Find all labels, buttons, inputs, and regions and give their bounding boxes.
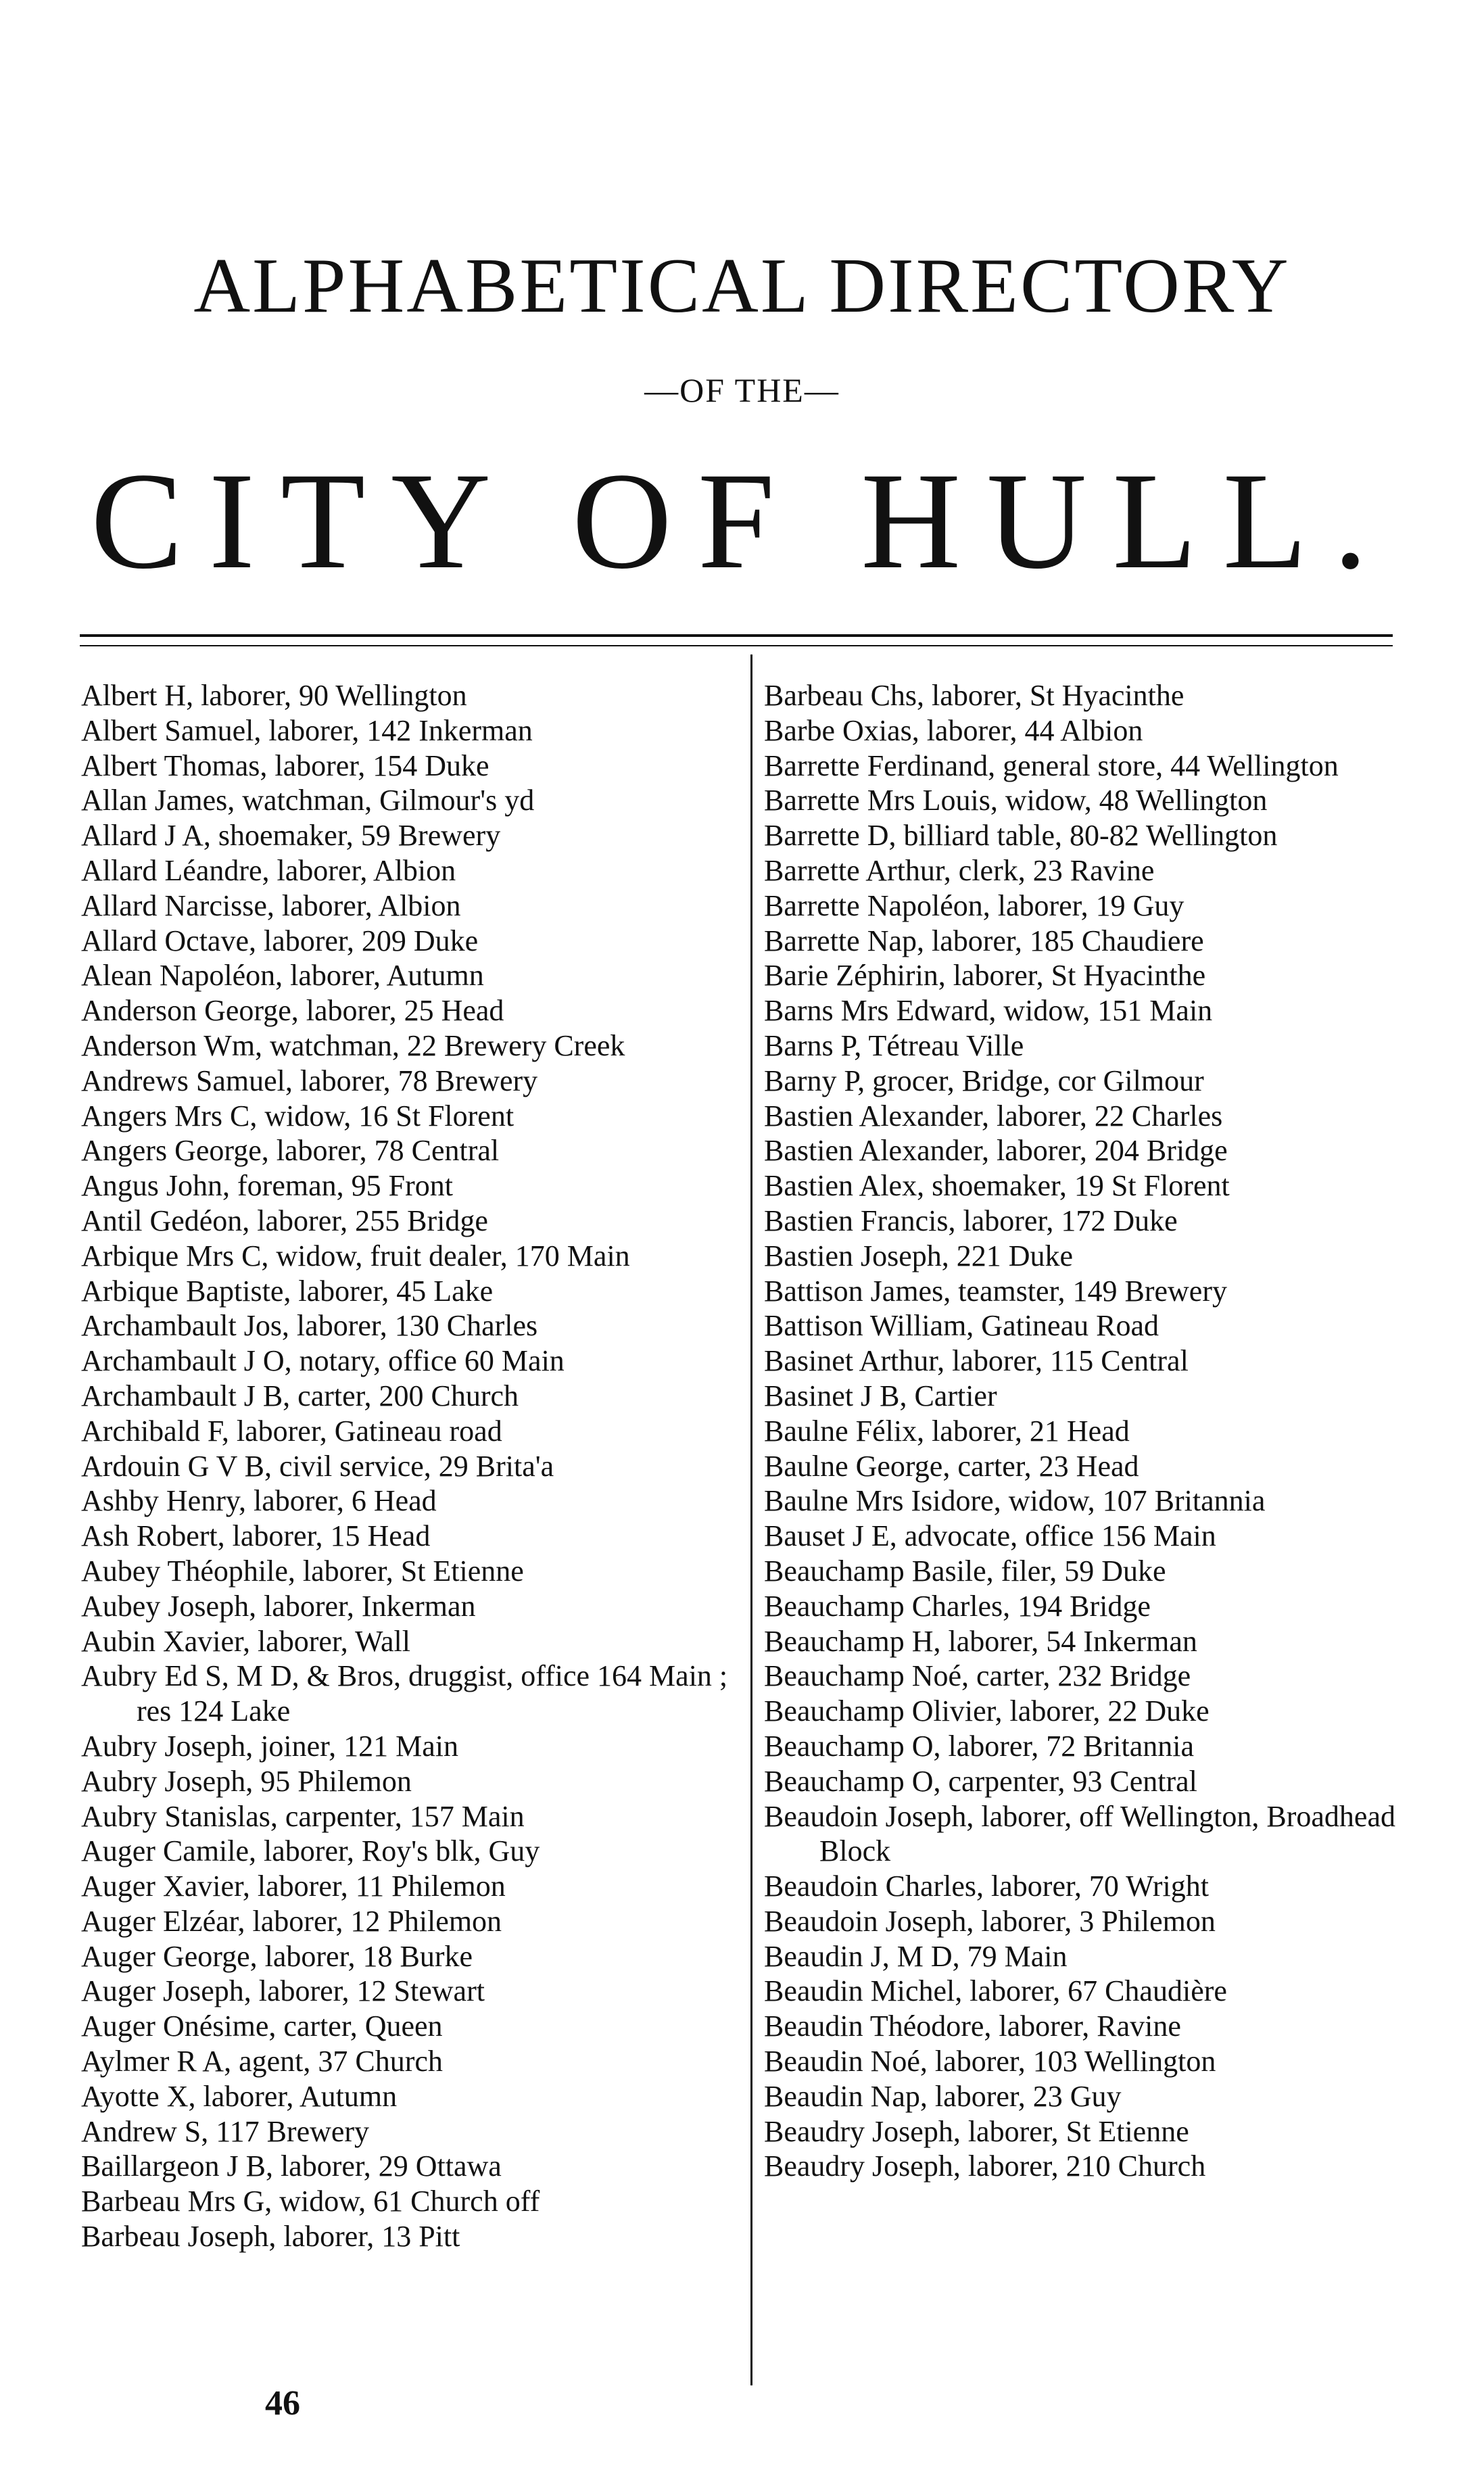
directory-entry: Barrette D, billiard table, 80-82 Wellington xyxy=(764,819,1278,853)
directory-entry: Beauchamp O, laborer, 72 Britannia xyxy=(764,1729,1195,1763)
directory-entry: Arbique Mrs C, widow, fruit dealer, 170 Main xyxy=(81,1239,630,1272)
directory-entry: Archibald F, laborer, Gatineau road xyxy=(81,1414,502,1448)
directory-entry: Basinet Arthur, laborer, 115 Central xyxy=(764,1344,1189,1378)
directory-entry: Beaudry Joseph, laborer, 210 Church xyxy=(764,2149,1206,2183)
directory-entry: Anderson Wm, watchman, 22 Brewery Creek xyxy=(81,1028,625,1062)
directory-entry: Aylmer R A, agent, 37 Church xyxy=(81,2045,443,2078)
directory-entry: Barns Mrs Edward, widow, 151 Main xyxy=(764,994,1213,1028)
directory-entry: Beauchamp Basile, filer, 59 Duke xyxy=(764,1554,1166,1588)
directory-entry: Ayotte X, laborer, Autumn xyxy=(81,2079,398,2113)
directory-entry: Bastien Joseph, 221 Duke xyxy=(764,1239,1074,1272)
directory-entry: Barie Zéphirin, laborer, St Hyacinthe xyxy=(764,959,1206,993)
directory-entry: Auger Joseph, laborer, 12 Stewart xyxy=(81,1974,485,2008)
directory-entry: Archambault J B, carter, 200 Church xyxy=(81,1379,519,1412)
directory-entry: Beauchamp O, carpenter, 93 Central xyxy=(764,1764,1197,1798)
directory-entry: Barrette Nap, laborer, 185 Chaudiere xyxy=(764,924,1204,957)
directory-entry: Basinet J B, Cartier xyxy=(764,1379,997,1412)
directory-title: ALPHABETICAL DIRECTORY xyxy=(193,243,1291,329)
directory-entry: Barrette Arthur, clerk, 23 Ravine xyxy=(764,853,1155,887)
directory-entry: Barbeau Chs, laborer, St Hyacinthe xyxy=(764,679,1184,712)
column-divider xyxy=(750,654,752,2385)
directory-column-left xyxy=(81,678,730,2254)
directory-entry: Angers George, laborer, 78 Central xyxy=(81,1134,500,1168)
directory-entry: Barbeau Mrs G, widow, 61 Church off xyxy=(81,2185,540,2218)
directory-entry: Aubry Joseph, joiner, 121 Main xyxy=(81,1729,458,1763)
directory-entry: Beauchamp Noé, carter, 232 Bridge xyxy=(764,1659,1191,1693)
directory-entry: Allard J A, shoemaker, 59 Brewery xyxy=(81,819,501,853)
directory-entry: Bastien Alexander, laborer, 204 Bridge xyxy=(764,1134,1228,1168)
directory-entry: Bastien Francis, laborer, 172 Duke xyxy=(764,1204,1178,1237)
directory-entry: Alean Napoléon, laborer, Autumn xyxy=(81,959,484,993)
directory-entry: Bastien Alex, shoemaker, 19 St Florent xyxy=(764,1169,1230,1203)
directory-entry: Beaudry Joseph, laborer, St Etienne xyxy=(764,2114,1189,2148)
directory-entry: Beauchamp Charles, 194 Bridge xyxy=(764,1589,1151,1623)
directory-entry: Auger Camile, laborer, Roy's blk, Guy xyxy=(81,1834,540,1868)
directory-entry: Baulne Mrs Isidore, widow, 107 Britannia xyxy=(764,1484,1266,1518)
directory-entry: Aubry Stanislas, carpenter, 157 Main xyxy=(81,1799,525,1833)
directory-entry: Baillargeon J B, laborer, 29 Ottawa xyxy=(81,2149,502,2183)
directory-entry: Baulne George, carter, 23 Head xyxy=(764,1449,1139,1483)
directory-entry: Bauset J E, advocate, office 156 Main xyxy=(764,1519,1216,1553)
directory-entry: Beaudin Noé, laborer, 103 Wellington xyxy=(764,2045,1216,2078)
directory-entry: Auger George, laborer, 18 Burke xyxy=(81,1939,473,1973)
directory-entry: Albert Samuel, laborer, 142 Inkerman xyxy=(81,713,533,747)
directory-entry: Beaudin Théodore, laborer, Ravine xyxy=(764,2009,1181,2043)
directory-entry: Barrette Ferdinand, general store, 44 Wellington xyxy=(764,748,1339,782)
directory-entry: Antil Gedéon, laborer, 255 Bridge xyxy=(81,1204,488,1237)
directory-entry: Aubey Joseph, laborer, Inkerman xyxy=(81,1589,476,1623)
directory-entry: Beaudoin Joseph, laborer, 3 Philemon xyxy=(764,1904,1216,1938)
directory-entry: Allard Narcisse, laborer, Albion xyxy=(81,888,461,922)
header-rule-thick xyxy=(80,634,1393,637)
directory-entry: Aubin Xavier, laborer, Wall xyxy=(81,1624,410,1658)
directory-entry: Albert Thomas, laborer, 154 Duke xyxy=(81,748,489,782)
directory-entry: Barrette Mrs Louis, widow, 48 Wellington xyxy=(764,784,1268,817)
directory-entry: Angers Mrs C, widow, 16 St Florent xyxy=(81,1099,514,1133)
directory-entry: Barrette Napoléon, laborer, 19 Guy xyxy=(764,888,1184,922)
header-rule-thin xyxy=(80,645,1393,646)
directory-entry: Auger Xavier, laborer, 11 Philemon xyxy=(81,1870,506,1903)
directory-entry: Auger Onésime, carter, Queen xyxy=(81,2009,443,2043)
directory-entry: Andrew S, 117 Brewery xyxy=(81,2114,370,2148)
directory-entry: Andrews Samuel, laborer, 78 Brewery xyxy=(81,1064,538,1097)
directory-entry: Archambault J O, notary, office 60 Main xyxy=(81,1344,565,1378)
directory-entry: Arbique Baptiste, laborer, 45 Lake xyxy=(81,1274,494,1308)
directory-entry: Beaudin J, M D, 79 Main xyxy=(764,1939,1068,1973)
directory-entry: Aubry Joseph, 95 Philemon xyxy=(81,1764,412,1798)
directory-entry: Albert H, laborer, 90 Wellington xyxy=(81,679,467,712)
directory-entry: Archambault Jos, laborer, 130 Charles xyxy=(81,1309,538,1343)
directory-entry: Battison James, teamster, 149 Brewery xyxy=(764,1274,1227,1308)
directory-column-right xyxy=(764,678,1410,2184)
directory-entry: Beaudin Michel, laborer, 67 Chaudière xyxy=(764,1974,1227,2008)
directory-entry: Angus John, foreman, 95 Front xyxy=(81,1169,453,1203)
directory-entry: Aubey Théophile, laborer, St Etienne xyxy=(81,1554,524,1588)
directory-entry: Baulne Félix, laborer, 21 Head xyxy=(764,1414,1130,1448)
directory-entry: Allan James, watchman, Gilmour's yd xyxy=(81,784,535,817)
directory-entry: Ashby Henry, laborer, 6 Head xyxy=(81,1484,437,1518)
directory-entry: Beaudin Nap, laborer, 23 Guy xyxy=(764,2079,1122,2113)
city-title: CITY OF HULL. xyxy=(91,444,1393,598)
page-number: 46 xyxy=(265,2384,300,2423)
directory-entry: Anderson George, laborer, 25 Head xyxy=(81,994,504,1028)
directory-entry: Beauchamp H, laborer, 54 Inkerman xyxy=(764,1624,1197,1658)
directory-entry: Beaudoin Charles, laborer, 70 Wright xyxy=(764,1870,1209,1903)
directory-entry: Aubry Ed S, M D, & Bros, druggist, office 164 Main ; res 124 Lake xyxy=(81,1659,728,1728)
directory-entry: Barny P, grocer, Bridge, cor Gilmour xyxy=(764,1064,1204,1097)
directory-entry: Battison William, Gatineau Road xyxy=(764,1309,1159,1343)
directory-entry: Auger Elzéar, laborer, 12 Philemon xyxy=(81,1904,502,1938)
directory-entry: Beaudoin Joseph, laborer, off Wellington, Broadhead Block xyxy=(764,1799,1395,1868)
directory-entry: Allard Léandre, laborer, Albion xyxy=(81,853,456,887)
directory-entry: Barbeau Joseph, laborer, 13 Pitt xyxy=(81,2220,460,2254)
directory-entry: Beauchamp Olivier, laborer, 22 Duke xyxy=(764,1694,1210,1728)
directory-entry: Allard Octave, laborer, 209 Duke xyxy=(81,924,479,957)
directory-entry: Ardouin G V B, civil service, 29 Brita'a xyxy=(81,1449,554,1483)
directory-entry: Bastien Alexander, laborer, 22 Charles xyxy=(764,1099,1223,1133)
directory-entry: Barns P, Tétreau Ville xyxy=(764,1028,1024,1062)
directory-entry: Ash Robert, laborer, 15 Head xyxy=(81,1519,431,1553)
directory-entry: Barbe Oxias, laborer, 44 Albion xyxy=(764,713,1143,747)
directory-subtitle: —OF THE— xyxy=(644,371,840,409)
